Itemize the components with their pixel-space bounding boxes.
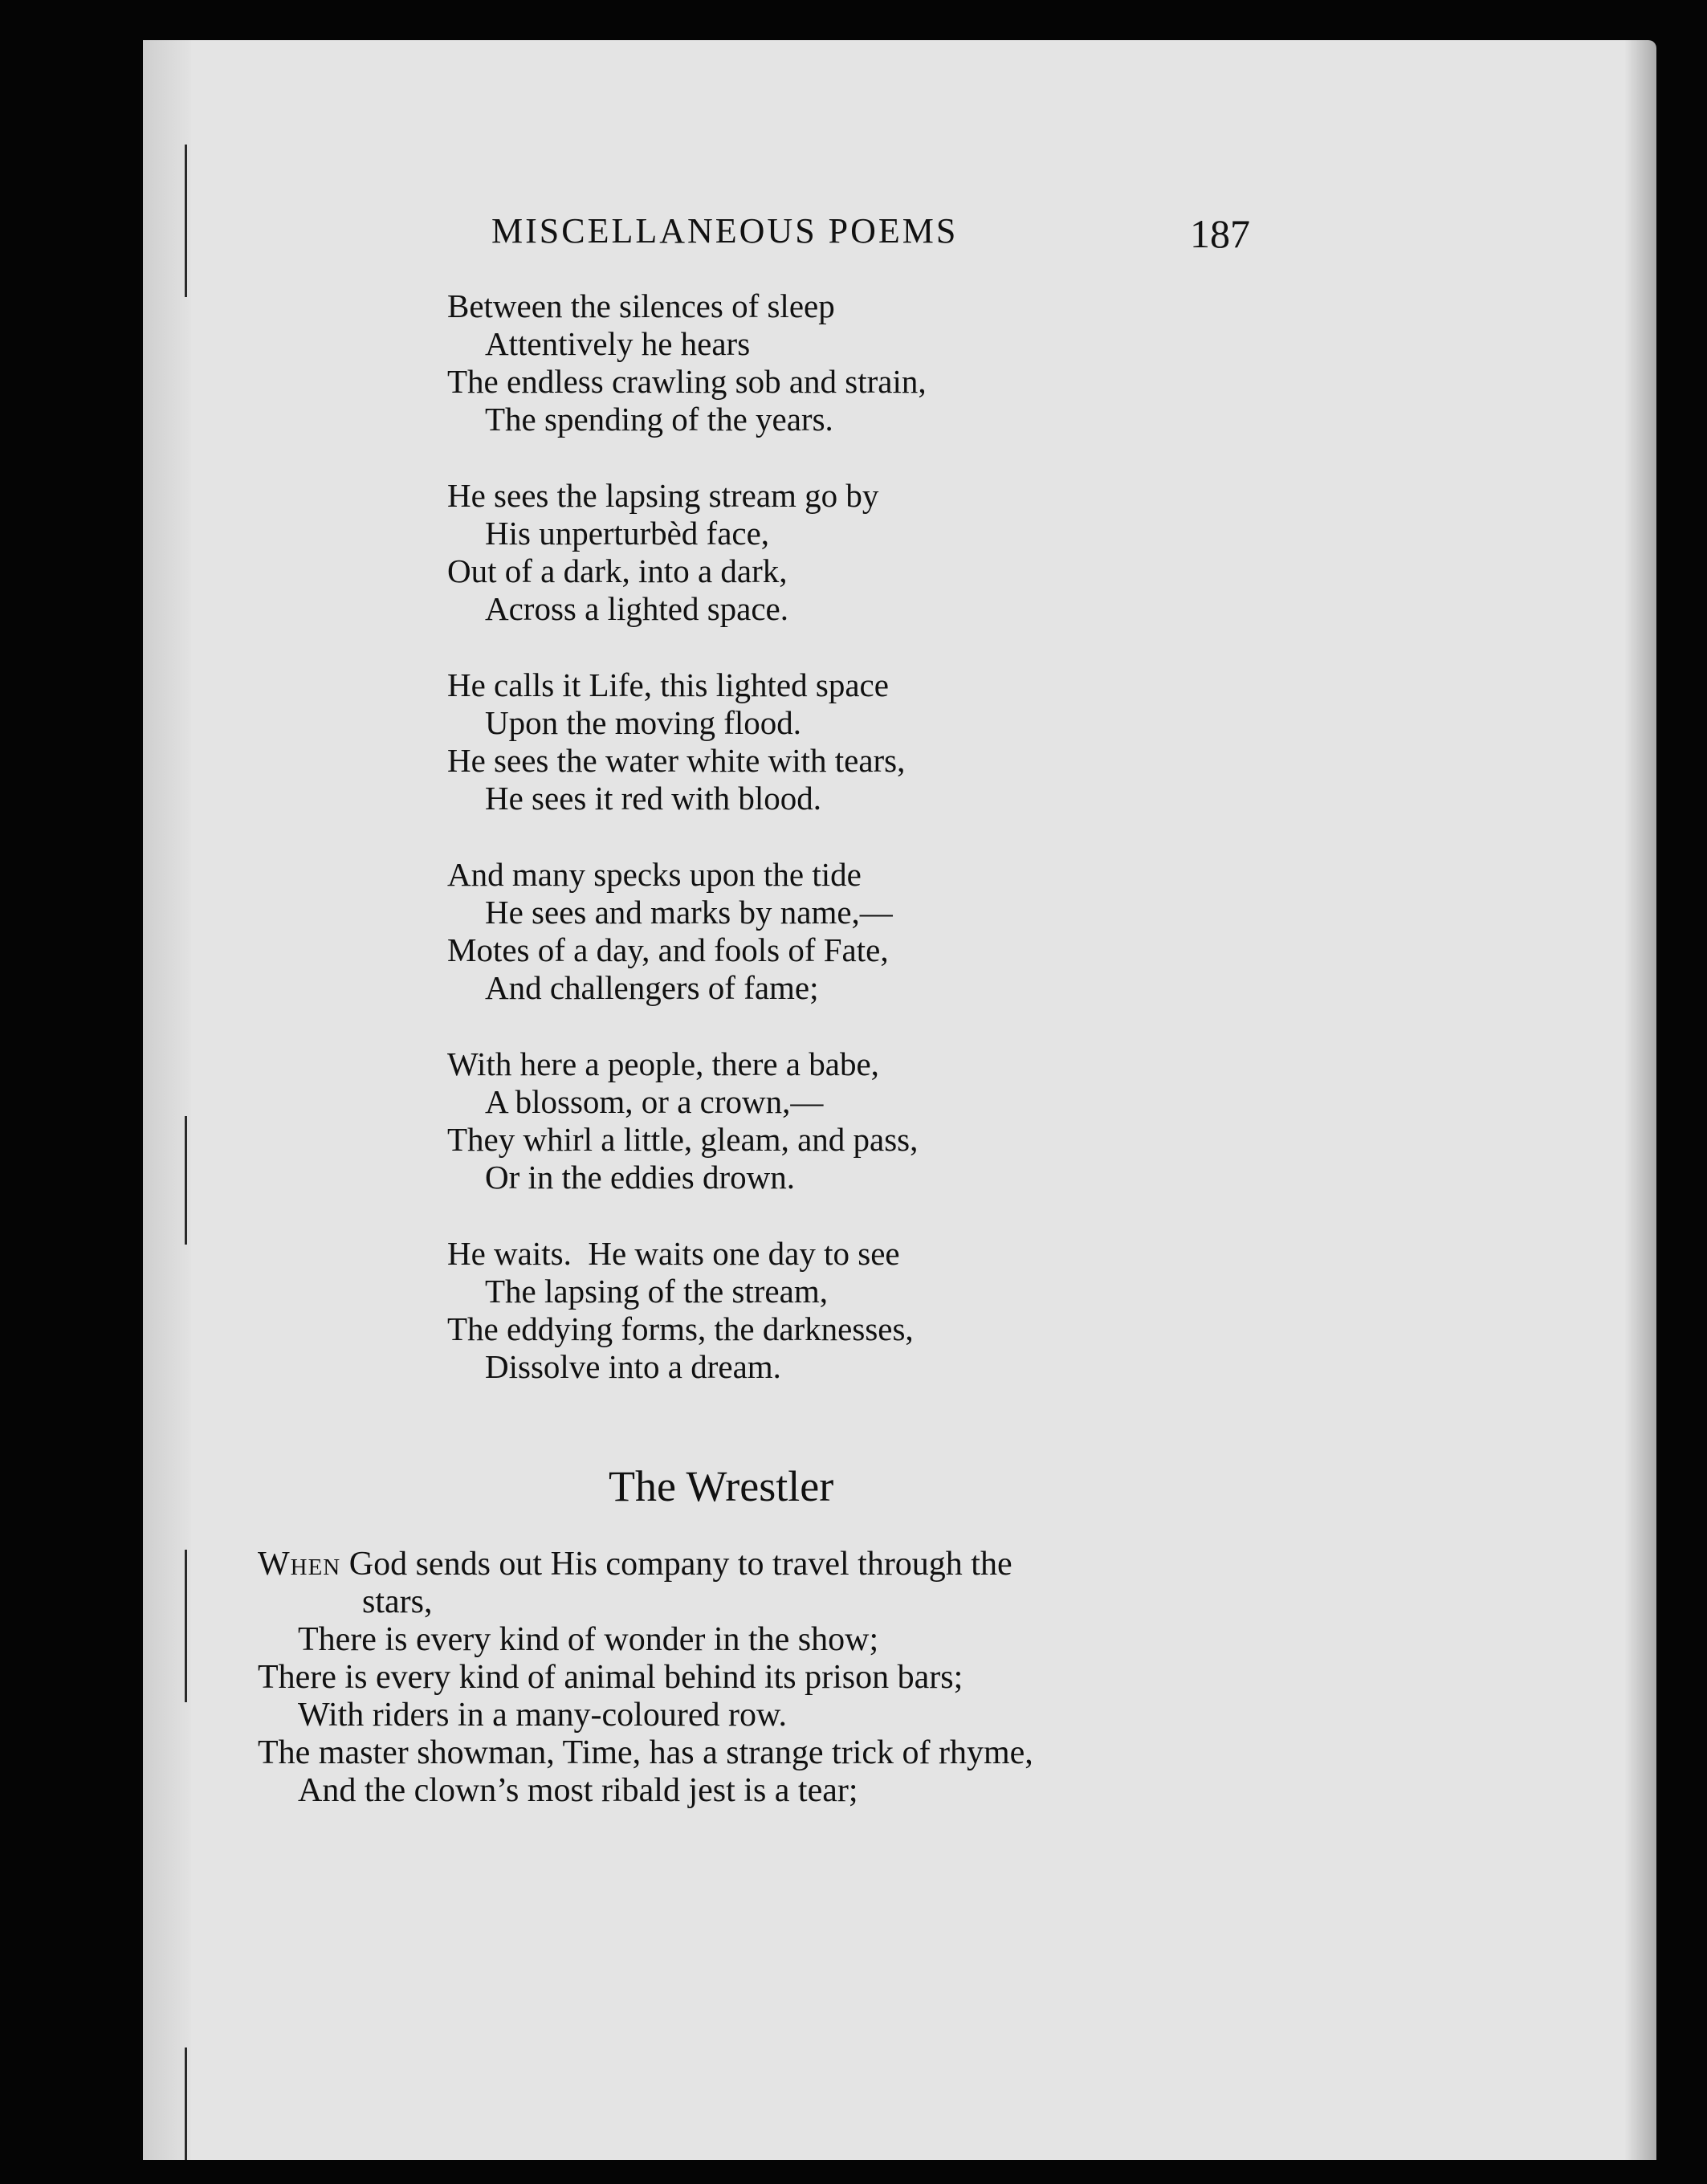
verse-line: His unperturbèd face, <box>485 515 770 552</box>
verse-line: Dissolve into a dream. <box>485 1348 781 1385</box>
gutter-mark <box>185 1550 187 1702</box>
verse-line: With riders in a many-coloured row. <box>298 1697 788 1734</box>
verse-line: And the clown’s most ribald jest is a tear; <box>298 1772 858 1809</box>
page-edge-shadow <box>1624 40 1656 2160</box>
verse-line: Or in the eddies drown. <box>485 1159 795 1196</box>
verse-line <box>258 1546 1033 1583</box>
gutter-mark <box>185 145 187 297</box>
verse-line: The endless crawling sob and strain, <box>447 363 927 400</box>
verse-line: He calls it Life, this lighted space <box>447 666 889 703</box>
verse-line: Out of a dark, into a dark, <box>447 552 788 589</box>
poem-title: The Wrestler <box>609 1462 834 1510</box>
stanza-3 <box>447 666 927 817</box>
poem-body <box>258 1546 1033 1810</box>
stanza-5 <box>447 1045 927 1196</box>
verse-line: The master showman, Time, has a strange trick of rhyme, <box>258 1734 1033 1771</box>
verse-line: Motes of a day, and fools of Fate, <box>447 931 889 968</box>
verse-line: The lapsing of the stream, <box>485 1273 828 1310</box>
verse-line-rest: God sends out His company to travel through the <box>340 1546 1012 1583</box>
verse-line: Attentively he hears <box>485 325 751 362</box>
verse-line: Upon the moving flood. <box>485 704 802 741</box>
page-gutter <box>143 40 191 2160</box>
stanza-6 <box>447 1235 927 1386</box>
opening-word: When <box>258 1546 341 1583</box>
stanza-4 <box>447 856 927 1007</box>
stanza-2 <box>447 477 927 628</box>
running-head: MISCELLANEOUS POEMS <box>491 211 959 251</box>
verse-line: He waits. He waits one day to see <box>447 1235 900 1272</box>
verse-line: He sees the lapsing stream go by <box>447 477 879 514</box>
verse-line: And challengers of fame; <box>485 969 819 1006</box>
verse-line: Between the silences of sleep <box>447 287 835 324</box>
gutter-mark <box>185 1116 187 1245</box>
stanza-1 <box>447 287 927 438</box>
verse-line: There is every kind of wonder in the show; <box>298 1621 879 1658</box>
verse-line: The spending of the years. <box>485 401 833 438</box>
verse-line: He sees it red with blood. <box>485 780 822 817</box>
gutter-mark <box>185 2048 187 2160</box>
verse-line: Across a lighted space. <box>485 590 788 627</box>
verse-line: And many specks upon the tide <box>447 856 862 893</box>
verse-line: He sees the water white with tears, <box>447 742 906 779</box>
verse-line: There is every kind of animal behind its prison bars; <box>258 1659 963 1696</box>
verse-line: With here a people, there a babe, <box>447 1045 879 1082</box>
verse-line: He sees and marks by name,— <box>485 894 893 931</box>
page-number: 187 <box>1190 211 1250 256</box>
poem-stanzas <box>447 287 927 1424</box>
verse-line: They whirl a little, gleam, and pass, <box>447 1121 919 1158</box>
verse-line: A blossom, or a crown,— <box>485 1083 824 1120</box>
verse-line: The eddying forms, the darknesses, <box>447 1310 914 1347</box>
verse-line: stars, <box>362 1583 433 1620</box>
